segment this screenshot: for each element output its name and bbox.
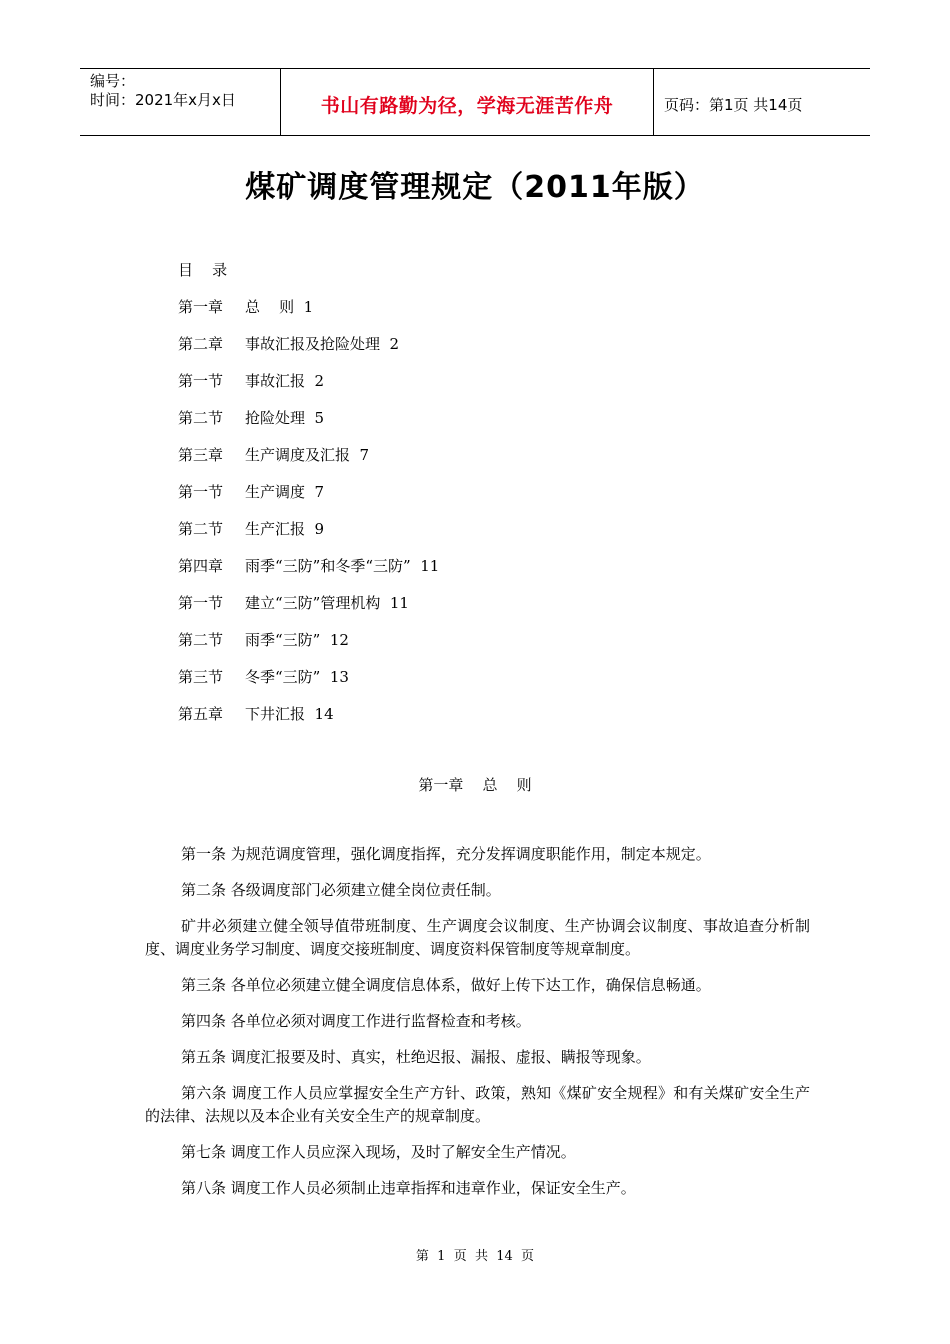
- table-of-contents: [178, 256, 778, 737]
- chapter-body: [145, 843, 810, 1213]
- toc-item-text: 建立“三防”管理机构 11: [245, 594, 409, 612]
- toc-item-number: 第二节: [178, 409, 224, 427]
- article-paragraph: 第八条 调度工作人员必须制止违章指挥和违章作业，保证安全生产。: [181, 1179, 636, 1197]
- toc-item-number: 第一章: [178, 298, 224, 316]
- toc-item[interactable]: [178, 663, 778, 700]
- article-paragraph: 第五条 调度汇报要及时、真实，杜绝迟报、漏报、虚报、瞒报等现象。: [181, 1048, 651, 1066]
- article-paragraph: 第四条 各单位必须对调度工作进行监督检查和考核。: [181, 1012, 531, 1030]
- toc-item[interactable]: [178, 700, 778, 737]
- toc-item[interactable]: [178, 293, 778, 330]
- toc-item-text: 雨季“三防”和冬季“三防” 11: [245, 557, 440, 575]
- toc-item[interactable]: [178, 515, 778, 552]
- header-motto-cell: [281, 69, 654, 135]
- toc-item-number: 第一节: [178, 594, 224, 612]
- article-paragraph: 矿井必须建立健全领导值带班制度、生产调度会议制度、生产协调会议制度、事故追查分析制度、调度业务学习制度、调度交接班制度、调度资料保管制度等规章制度。: [145, 917, 810, 958]
- toc-item[interactable]: [178, 404, 778, 441]
- toc-item-text: 总 则 1: [245, 298, 314, 316]
- document-title: 煤矿调度管理规定（2011年版）: [245, 170, 705, 205]
- header-meta: [80, 69, 281, 135]
- toc-item-number: 第一节: [178, 372, 224, 390]
- document-number-label: 编号：: [90, 72, 136, 90]
- chapter-heading: 第一章 总 则: [418, 776, 532, 794]
- article-paragraph: 第七条 调度工作人员应深入现场，及时了解安全生产情况。: [181, 1143, 576, 1161]
- toc-item-text: 事故汇报及抢险处理 2: [245, 335, 400, 353]
- toc-item[interactable]: [178, 330, 778, 367]
- toc-item-number: 第二节: [178, 520, 224, 538]
- toc-item[interactable]: [178, 441, 778, 478]
- toc-item-number: 第三节: [178, 668, 224, 686]
- toc-item[interactable]: [178, 478, 778, 515]
- toc-item-number: 第五章: [178, 705, 224, 723]
- toc-heading: 目 录: [178, 261, 228, 279]
- toc-item[interactable]: [178, 589, 778, 626]
- toc-item-text: 生产调度 7: [245, 483, 325, 501]
- toc-item-text: 冬季“三防” 13: [245, 668, 349, 686]
- toc-item-number: 第四章: [178, 557, 224, 575]
- page-header: [80, 68, 870, 136]
- article-paragraph: 第六条 调度工作人员应掌握安全生产方针、政策，熟知《煤矿安全规程》和有关煤矿安全生产的法律、法规以及本企业有关安全生产的规章制度。: [145, 1084, 810, 1125]
- toc-item[interactable]: [178, 367, 778, 404]
- header-page-number: 页码：第1页 共14页: [664, 95, 803, 114]
- document-date-label: 时间：2021年x月x日: [90, 91, 236, 109]
- toc-item-number: 第三章: [178, 446, 224, 464]
- article-paragraph: 第一条 为规范调度管理，强化调度指挥，充分发挥调度职能作用，制定本规定。: [181, 845, 711, 863]
- toc-item-text: 雨季“三防” 12: [245, 631, 349, 649]
- toc-item-number: 第二章: [178, 335, 224, 353]
- toc-item-number: 第二节: [178, 631, 224, 649]
- toc-item[interactable]: [178, 552, 778, 589]
- page-footer: 第 1 页 共 14 页: [415, 1249, 535, 1264]
- article-paragraph: 第三条 各单位必须建立健全调度信息体系，做好上传下达工作，确保信息畅通。: [181, 976, 711, 994]
- article-paragraph: 第二条 各级调度部门必须建立健全岗位责任制。: [181, 881, 501, 899]
- toc-item-text: 下井汇报 14: [245, 705, 334, 723]
- toc-item-text: 生产调度及汇报 7: [245, 446, 370, 464]
- header-motto: 书山有路勤为径，学海无涯苦作舟: [320, 94, 614, 117]
- toc-item-number: 第一节: [178, 483, 224, 501]
- toc-item-text: 生产汇报 9: [245, 520, 325, 538]
- toc-item[interactable]: [178, 626, 778, 663]
- toc-item-text: 抢险处理 5: [245, 409, 325, 427]
- toc-item-text: 事故汇报 2: [245, 372, 325, 390]
